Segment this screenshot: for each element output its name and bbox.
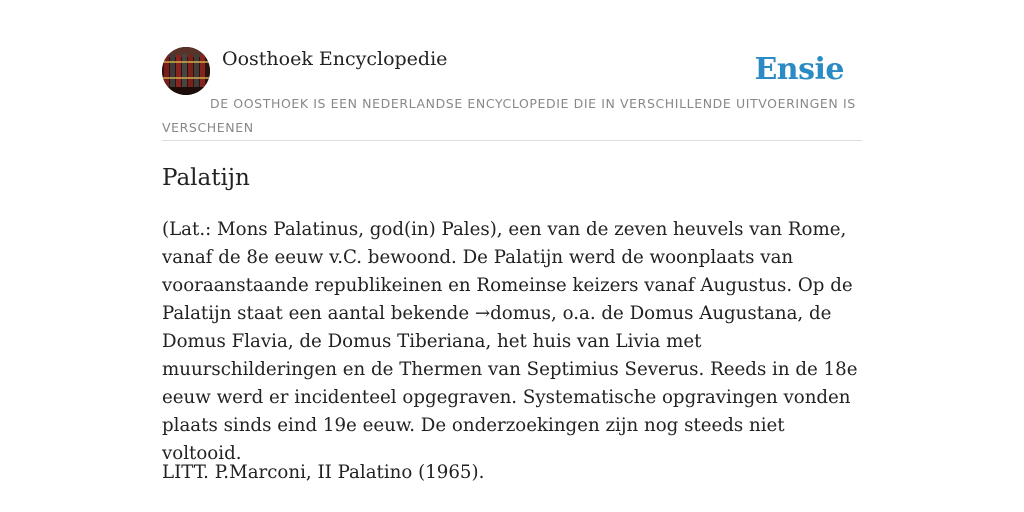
article-body [162,216,862,468]
brand-logo-link[interactable]: Ensie [754,52,844,87]
cross-reference-link[interactable] [475,303,551,324]
article-text-part2: , o.a. de Domus Augustana, de Domus Flavia, de Domus Tiberiana, het huis van Livia met muurschilderingen en de Thermen van Septimius Severus. Reeds in de 18e eeuw werd er incidenteel opgegraven. Systematische opgravingen vonden plaats sinds eind 19e eeuw. De onderzoekingen zijn nog steeds niet voltooid. [162,303,858,464]
site-name-link[interactable]: Oosthoek Encyclopedie [222,48,448,70]
article-text-part1: (Lat.: Mons Palatinus, god(in) Pales), een van de zeven heuvels van Rome, vanaf de 8e eeuw v.C. bewoond. De Palatijn werd de woonplaats van vooraanstaande republikeinen en Romeinse keizers vanaf Augustus. Op de Palatijn staat een aantal bekende [162,219,853,324]
site-header [162,46,862,141]
site-tagline: DE OOSTHOEK IS EEN NEDERLANDSE ENCYCLOPEDIE DIE IN VERSCHILLENDE UITVOERINGEN IS VERSCHENEN [162,96,856,135]
article-title: Palatijn [162,165,250,191]
arrow-right-icon: → [474,303,491,324]
literature-reference: LITT. P.Marconi, II Palatino (1965). [162,462,485,483]
encyclopedia-books-icon[interactable] [162,47,210,95]
cross-reference-label: domus [490,303,552,324]
